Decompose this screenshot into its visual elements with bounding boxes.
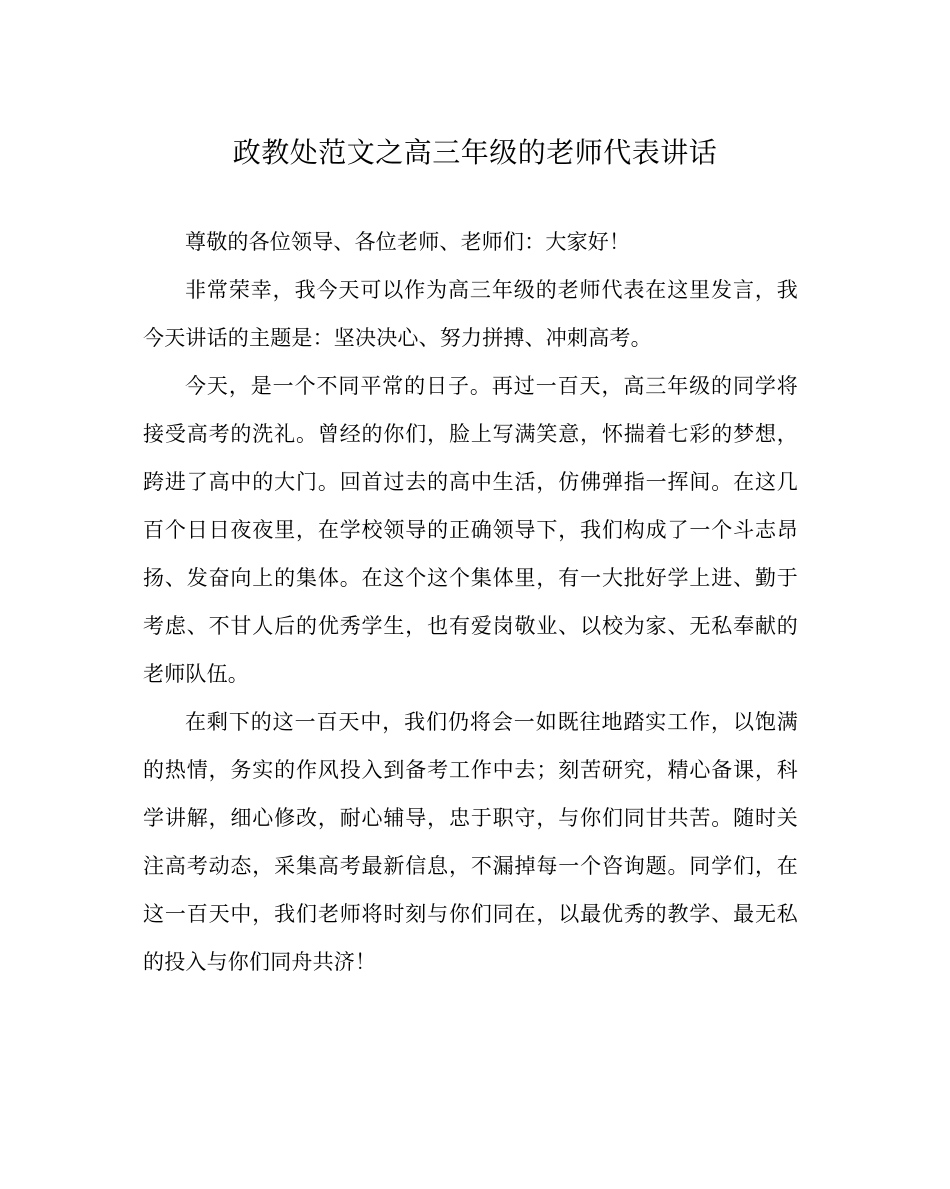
paragraph-topic: 非常荣幸，我今天可以作为高三年级的老师代表在这里发言，我今天讲话的主题是：坚决决心、努力拼搏、冲刺高考。 [143, 278, 798, 350]
document-body [143, 218, 798, 986]
paragraph-commitment: 在剩下的这一百天中，我们仍将会一如既往地踏实工作，以饱满的热情，务实的作风投入到备考工作中去；刻苦研究，精心备课，科学讲解，细心修改，耐心辅导，忠于职守，与你们同甘共苦。随时关注高考动态，采集高考最新信息，不漏掉每一个咨询题。同学们，在这一百天中，我们老师将时刻与你们同在，以最优秀的教学、最无私的投入与你们同舟共济！ [143, 710, 798, 974]
document-title: 政教处范文之高三年级的老师代表讲话 [232, 136, 718, 169]
paragraph-reflection: 今天，是一个不同平常的日子。再过一百天，高三年级的同学将接受高考的洗礼。曾经的你们，脸上写满笑意，怀揣着七彩的梦想，跨进了高中的大门。回首过去的高中生活，仿佛弹指一挥间。在这几百个日日夜夜里，在学校领导的正确领导下，我们构成了一个斗志昂扬、发奋向上的集体。在这个这个集体里，有一大批好学上进、勤于考虑、不甘人后的优秀学生，也有爱岗敬业、以校为家、无私奉献的老师队伍。 [143, 374, 798, 686]
paragraph-greeting: 尊敬的各位领导、各位老师、老师们：大家好！ [185, 230, 631, 254]
